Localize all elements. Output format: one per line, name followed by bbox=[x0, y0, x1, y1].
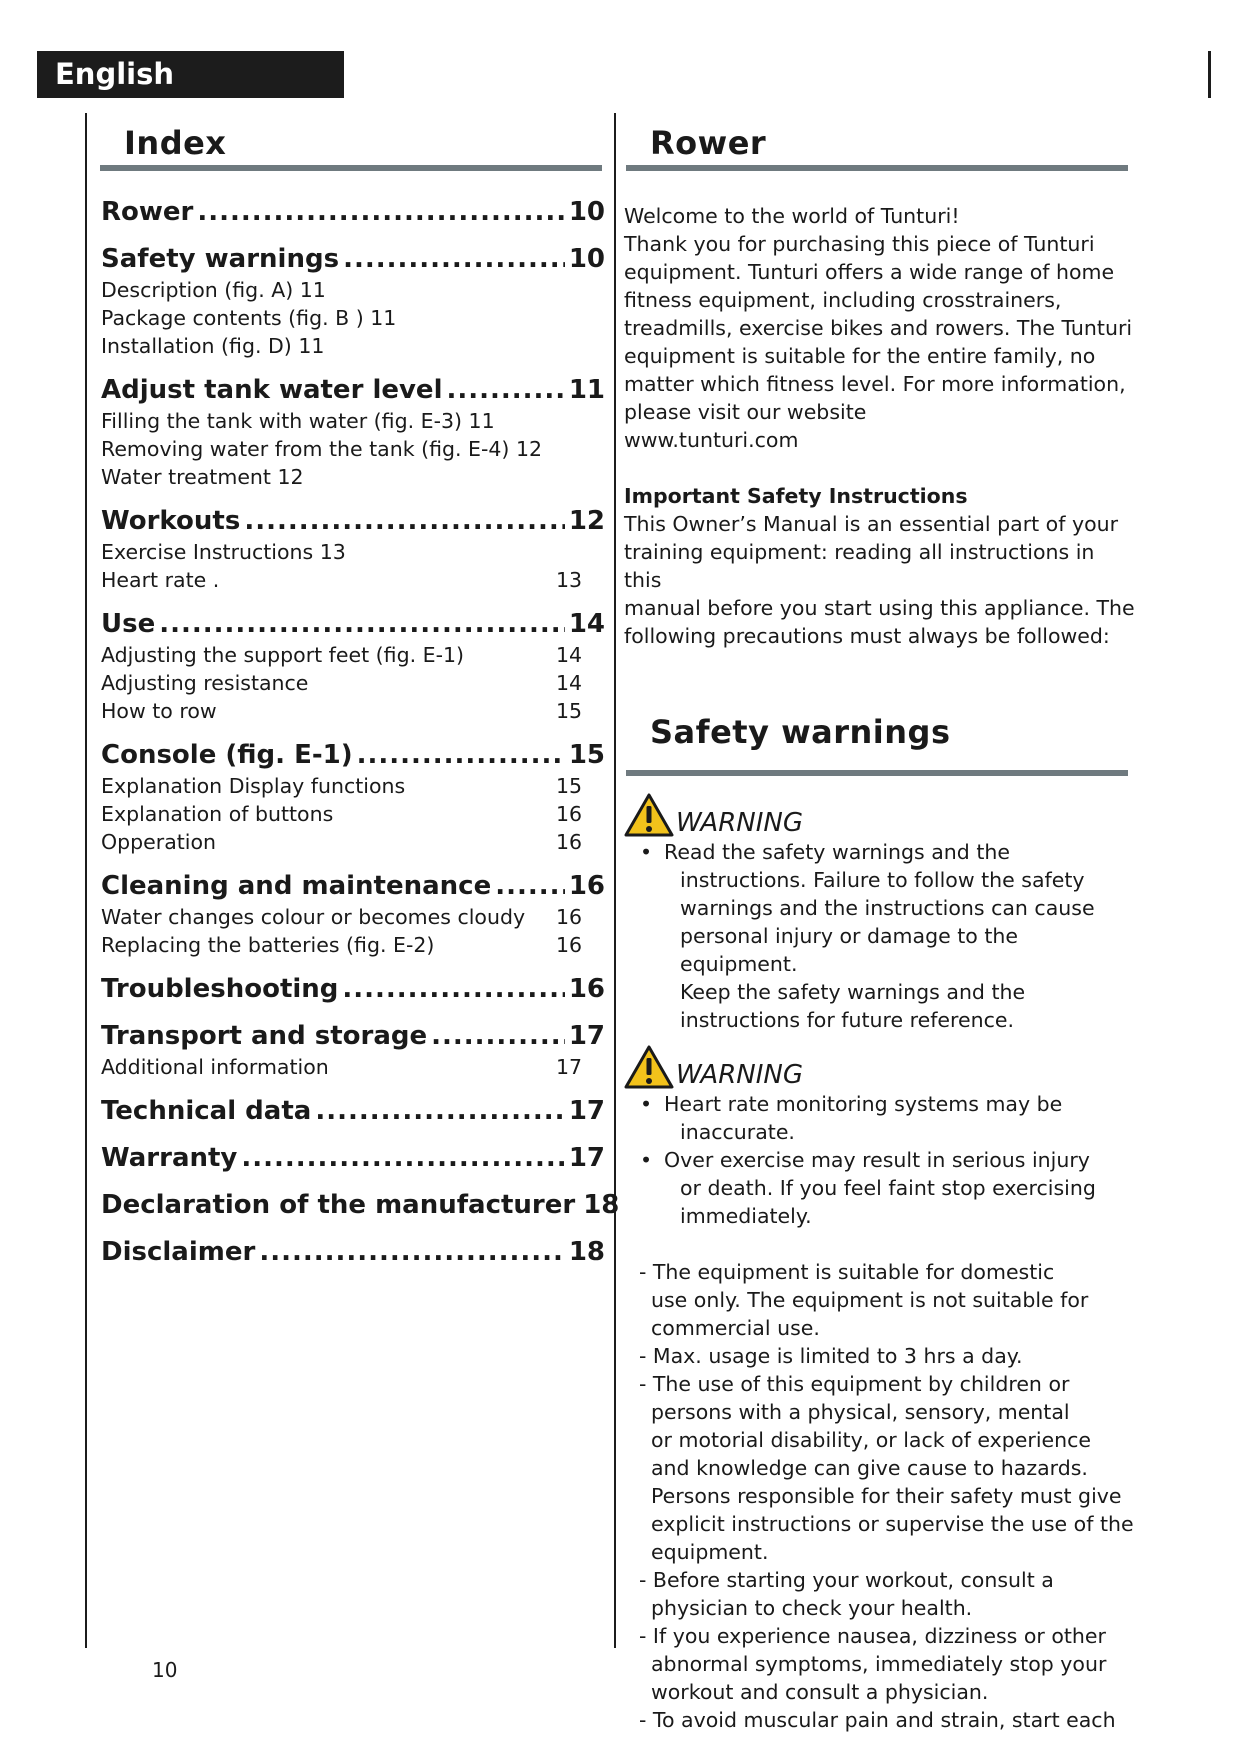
toc-main-line bbox=[101, 869, 605, 903]
toc-main-line bbox=[101, 373, 605, 407]
toc-title: Transport and storage bbox=[101, 1021, 428, 1051]
intro-line: treadmills, exercise bikes and rowers. The Tunturi bbox=[624, 316, 1133, 340]
intro-line: fitness equipment, including crosstrainers, bbox=[624, 288, 1062, 312]
toc-title: Disclaimer bbox=[101, 1237, 256, 1267]
dash-item bbox=[624, 1706, 1136, 1734]
toc-title: Workouts bbox=[101, 506, 241, 536]
dash-line: physician to check your health. bbox=[651, 1596, 973, 1620]
intro-line: equipment. Tunturi offers a wide range of home bbox=[624, 260, 1115, 284]
warning-triangle-icon bbox=[624, 1044, 674, 1090]
intro-line: Thank you for purchasing this piece of Tunturi bbox=[624, 232, 1095, 256]
toc-subentry: Opperation 16 bbox=[101, 830, 583, 854]
toc-page: 10 bbox=[568, 197, 605, 227]
toc-leader-dots bbox=[259, 1235, 565, 1269]
dash-line: - To avoid muscular pain and strain, start each bbox=[639, 1708, 1116, 1732]
bullet-line: Heart rate monitoring systems may be bbox=[664, 1092, 1063, 1116]
bullet-line: warnings and the instructions can cause bbox=[680, 896, 1095, 920]
dash-line: - The equipment is suitable for domestic bbox=[639, 1260, 1055, 1284]
safety-heading-bar bbox=[626, 770, 1128, 776]
toc-page: 15 bbox=[568, 740, 605, 770]
bullet-line: instructions for future reference. bbox=[680, 1008, 1015, 1032]
toc-leader-dots bbox=[159, 607, 565, 641]
intro-line: matter which fitness level. For more information, bbox=[624, 372, 1126, 396]
dash-line: and knowledge can give cause to hazards. bbox=[651, 1456, 1088, 1480]
toc-entry bbox=[101, 1188, 620, 1222]
dash-line: commercial use. bbox=[651, 1316, 820, 1340]
toc-page: 18 bbox=[583, 1190, 620, 1220]
toc-subentry-page: 17 bbox=[556, 1055, 583, 1079]
toc-title: Warranty bbox=[101, 1143, 238, 1173]
dash-line: Persons responsible for their safety must give bbox=[651, 1484, 1122, 1508]
toc-entry bbox=[101, 1094, 605, 1128]
intro-line: please visit our website bbox=[624, 400, 867, 424]
toc-subentry: Replacing the batteries (fig. E-2) 16 bbox=[101, 933, 583, 957]
warning-block-1 bbox=[624, 786, 1136, 838]
toc-subentry: Exercise Instructions 13 bbox=[101, 540, 346, 564]
warning-block-2 bbox=[624, 1038, 1136, 1090]
dash-line: - If you experience nausea, dizziness or other bbox=[639, 1624, 1106, 1648]
dash-line: - The use of this equipment by children or bbox=[639, 1372, 1070, 1396]
bullet-line: Over exercise may result in serious injury bbox=[664, 1148, 1090, 1172]
toc-main-line bbox=[101, 1235, 605, 1269]
intro-line: www.tunturi.com bbox=[624, 428, 799, 452]
safety-dash-list bbox=[624, 1258, 1136, 1734]
toc-page: 11 bbox=[568, 375, 605, 405]
toc-main-line bbox=[101, 1019, 605, 1053]
toc-subentry-page: 14 bbox=[556, 671, 583, 695]
toc-subentry: Package contents (fig. B ) 11 bbox=[101, 306, 397, 330]
toc-subentry: Heart rate . 13 bbox=[101, 568, 583, 592]
toc-page: 14 bbox=[568, 609, 605, 639]
toc-title: Console (fig. E-1) bbox=[101, 740, 353, 770]
toc-entry bbox=[101, 738, 605, 856]
toc-subentry: Adjusting the support feet (fig. E-1) 14 bbox=[101, 643, 583, 667]
toc-subentry-page: 16 bbox=[556, 830, 583, 854]
index-heading: Index bbox=[124, 124, 227, 162]
toc-main-line bbox=[101, 504, 605, 538]
toc-subentry: Water treatment 12 bbox=[101, 465, 304, 489]
toc-entry bbox=[101, 869, 605, 959]
safety-text-line: This Owner’s Manual is an essential part of your bbox=[624, 512, 1119, 536]
toc-entry bbox=[101, 972, 605, 1006]
toc-leader-dots bbox=[357, 738, 565, 772]
safety-text-line: manual before you start using this appliance. The bbox=[624, 596, 1135, 620]
toc-page: 18 bbox=[568, 1237, 605, 1267]
toc-main-line bbox=[101, 607, 605, 641]
warning-bullet bbox=[624, 1090, 1136, 1146]
dash-line: - Max. usage is limited to 3 hrs a day. bbox=[639, 1344, 1023, 1368]
toc-entry bbox=[101, 1019, 605, 1081]
toc-leader-dots bbox=[315, 1094, 565, 1128]
toc-subentry: Additional information 17 bbox=[101, 1055, 583, 1079]
warning-label: WARNING bbox=[676, 808, 803, 838]
toc-page: 12 bbox=[568, 506, 605, 536]
dash-line: abnormal symptoms, immediately stop your bbox=[651, 1652, 1107, 1676]
toc-subentry-page: 13 bbox=[556, 568, 583, 592]
bullet-line: immediately. bbox=[680, 1204, 812, 1228]
safety-text-line: following precautions must always be followed: bbox=[624, 624, 1110, 648]
page-edge-mark bbox=[1208, 51, 1211, 98]
toc-subentry-page: 16 bbox=[556, 905, 583, 929]
toc-title: Rower bbox=[101, 197, 194, 227]
toc-main-line bbox=[101, 1094, 605, 1128]
bullet-line: Keep the safety warnings and the bbox=[680, 980, 1026, 1004]
toc-subentry: Water changes colour or becomes cloudy 16 bbox=[101, 905, 583, 929]
toc-subentry-page: 15 bbox=[556, 774, 583, 798]
dash-item bbox=[624, 1566, 1136, 1622]
index-heading-bar bbox=[100, 165, 602, 171]
rower-heading: Rower bbox=[650, 124, 767, 162]
rower-heading-bar bbox=[626, 165, 1128, 171]
toc-title: Technical data bbox=[101, 1096, 312, 1126]
toc-entry bbox=[101, 242, 605, 360]
dash-item bbox=[624, 1370, 1136, 1566]
toc-leader-dots bbox=[343, 242, 565, 276]
dash-line: use only. The equipment is not suitable for bbox=[651, 1288, 1089, 1312]
toc-page: 17 bbox=[568, 1021, 605, 1051]
toc-subentry: Adjusting resistance 14 bbox=[101, 671, 583, 695]
safety-warnings-heading: Safety warnings bbox=[650, 713, 951, 751]
bullet-line: inaccurate. bbox=[680, 1120, 795, 1144]
dash-line: equipment. bbox=[651, 1540, 769, 1564]
toc-subentry-page: 15 bbox=[556, 699, 583, 723]
toc-subentry-page: 14 bbox=[556, 643, 583, 667]
toc-main-line bbox=[101, 195, 605, 229]
right-column bbox=[624, 202, 1136, 1734]
important-safety-title: Important Safety Instructions bbox=[624, 484, 968, 508]
toc-title: Troubleshooting bbox=[101, 974, 339, 1004]
bullet-dot: • bbox=[640, 840, 653, 864]
toc-entry bbox=[101, 1141, 605, 1175]
toc-entry bbox=[101, 504, 605, 594]
toc-title: Safety warnings bbox=[101, 244, 340, 274]
toc-subentry: Filling the tank with water (fig. E-3) 11 bbox=[101, 409, 495, 433]
warning-2-list bbox=[624, 1090, 1136, 1230]
bullet-line: Read the safety warnings and the bbox=[664, 840, 1010, 864]
toc-entry bbox=[101, 1235, 605, 1269]
toc-subentry-page: 16 bbox=[556, 933, 583, 957]
toc-page: 16 bbox=[568, 974, 605, 1004]
toc-title: Use bbox=[101, 609, 156, 639]
toc-page: 17 bbox=[568, 1143, 605, 1173]
dash-item bbox=[624, 1258, 1136, 1342]
bullet-dot: • bbox=[640, 1148, 653, 1172]
toc-leader-dots bbox=[495, 869, 565, 903]
intro-line: Welcome to the world of Tunturi! bbox=[624, 204, 960, 228]
intro-line: equipment is suitable for the entire family, no bbox=[624, 344, 1096, 368]
dash-line: workout and consult a physician. bbox=[651, 1680, 989, 1704]
toc-leader-dots bbox=[241, 1141, 564, 1175]
dash-item bbox=[624, 1342, 1136, 1370]
center-column-rule bbox=[614, 113, 616, 1648]
left-column-rule bbox=[85, 113, 87, 1648]
toc-leader-dots bbox=[197, 195, 564, 229]
page-number: 10 bbox=[152, 1658, 178, 1682]
dash-line: - Before starting your workout, consult a bbox=[639, 1568, 1054, 1592]
toc-subentry: Description (fig. A) 11 bbox=[101, 278, 326, 302]
toc-entry bbox=[101, 195, 605, 229]
toc-leader-dots bbox=[446, 373, 564, 407]
toc-subentry: How to row 15 bbox=[101, 699, 583, 723]
warning-triangle-icon bbox=[624, 792, 674, 838]
toc-main-line bbox=[101, 738, 605, 772]
toc-main-line bbox=[101, 972, 605, 1006]
toc-page: 10 bbox=[568, 244, 605, 274]
bullet-line: personal injury or damage to the equipment. bbox=[680, 924, 1018, 976]
safety-text-line: training equipment: reading all instructions in this bbox=[624, 540, 1095, 592]
bullet-dot: • bbox=[640, 1092, 653, 1116]
toc-entry bbox=[101, 373, 605, 491]
toc-leader-dots bbox=[342, 972, 564, 1006]
toc-page: 17 bbox=[568, 1096, 605, 1126]
dash-line: persons with a physical, sensory, mental bbox=[651, 1400, 1070, 1424]
toc-main-line bbox=[101, 242, 605, 276]
warning-bullet bbox=[624, 838, 1136, 1034]
dash-line: explicit instructions or supervise the use of the bbox=[651, 1512, 1134, 1536]
rower-intro bbox=[624, 202, 1136, 454]
toc-leader-dots bbox=[244, 504, 565, 538]
toc-title: Adjust tank water level bbox=[101, 375, 443, 405]
toc-subentry: Explanation of buttons 16 bbox=[101, 802, 583, 826]
important-safety-text bbox=[624, 510, 1136, 650]
dash-item bbox=[624, 1622, 1136, 1706]
dash-line: or motorial disability, or lack of experience bbox=[651, 1428, 1092, 1452]
toc-subentry: Installation (fig. D) 11 bbox=[101, 334, 325, 358]
toc-main-line bbox=[101, 1141, 605, 1175]
toc-page: 16 bbox=[568, 871, 605, 901]
toc-subentry: Removing water from the tank (fig. E-4) 12 bbox=[101, 437, 543, 461]
warning-bullet bbox=[624, 1146, 1136, 1230]
toc-entry bbox=[101, 607, 605, 725]
warning-label: WARNING bbox=[676, 1060, 803, 1090]
toc-title: Declaration of the manufacturer bbox=[101, 1190, 576, 1220]
toc-leader-dots bbox=[431, 1019, 565, 1053]
toc-subentry-page: 16 bbox=[556, 802, 583, 826]
warning-1-list bbox=[624, 838, 1136, 1034]
toc-main-line bbox=[101, 1188, 620, 1222]
language-tab: English bbox=[37, 51, 344, 98]
toc-subentry: Explanation Display functions 15 bbox=[101, 774, 583, 798]
toc-title: Cleaning and maintenance bbox=[101, 871, 492, 901]
bullet-line: or death. If you feel faint stop exercising bbox=[680, 1176, 1096, 1200]
bullet-line: instructions. Failure to follow the safety bbox=[680, 868, 1085, 892]
table-of-contents bbox=[101, 195, 620, 1282]
